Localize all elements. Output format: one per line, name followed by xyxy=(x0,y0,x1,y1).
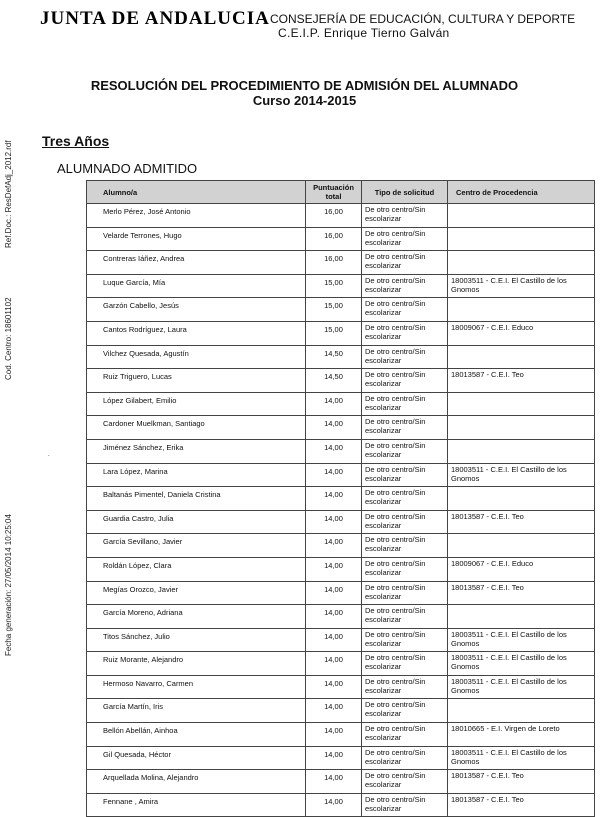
origin-center-cell xyxy=(448,439,595,463)
table-row xyxy=(87,723,595,747)
table-row xyxy=(87,298,595,322)
request-type-cell: De otro centro/Sin escolarizar xyxy=(362,416,448,440)
student-name-cell: Gil Quesada, Héctor xyxy=(87,746,306,770)
origin-center-cell: 18013587 - C.E.I. Teo xyxy=(448,793,595,817)
score-cell: 14,00 xyxy=(306,652,362,676)
score-cell: 14,00 xyxy=(306,534,362,558)
origin-center-cell: 18003511 - C.E.I. El Castillo de los Gnomos xyxy=(448,652,595,676)
request-type-cell: De otro centro/Sin escolarizar xyxy=(362,439,448,463)
sidebar-metadata xyxy=(4,120,20,760)
table-row xyxy=(87,487,595,511)
origin-center-cell: 18013587 - C.E.I. Teo xyxy=(448,581,595,605)
table-row xyxy=(87,675,595,699)
request-type-cell: De otro centro/Sin escolarizar xyxy=(362,746,448,770)
request-type-cell: De otro centro/Sin escolarizar xyxy=(362,204,448,228)
table-row xyxy=(87,321,595,345)
table-header-row xyxy=(87,181,595,204)
origin-center-cell: 18003511 - C.E.I. El Castillo de los Gnomos xyxy=(448,463,595,487)
score-cell: 14,00 xyxy=(306,746,362,770)
table-row xyxy=(87,204,595,228)
student-name-cell: Fennane , Amira xyxy=(87,793,306,817)
request-type-cell: De otro centro/Sin escolarizar xyxy=(362,369,448,393)
student-name-cell: Merlo Pérez, José Antonio xyxy=(87,204,306,228)
score-cell: 14,00 xyxy=(306,463,362,487)
student-name-cell: Guardia Castro, Julia xyxy=(87,510,306,534)
origin-center-cell: 18013587 - C.E.I. Teo xyxy=(448,770,595,794)
request-type-cell: De otro centro/Sin escolarizar xyxy=(362,699,448,723)
origin-center-cell xyxy=(448,534,595,558)
request-type-cell: De otro centro/Sin escolarizar xyxy=(362,534,448,558)
score-cell: 15,00 xyxy=(306,321,362,345)
request-type-cell: De otro centro/Sin escolarizar xyxy=(362,274,448,298)
score-cell: 14,50 xyxy=(306,369,362,393)
origin-center-cell: 18009067 - C.E.I. Educo xyxy=(448,557,595,581)
student-name-cell: Velarde Terrones, Hugo xyxy=(87,227,306,251)
header-tipo: Tipo de solicitud xyxy=(362,181,448,204)
origin-center-cell: 18003511 - C.E.I. El Castillo de los Gnomos xyxy=(448,274,595,298)
origin-center-cell: 18010665 - E.I. Virgen de Loreto xyxy=(448,723,595,747)
student-name-cell: Cantos Rodríguez, Laura xyxy=(87,321,306,345)
table-row xyxy=(87,345,595,369)
table-row xyxy=(87,369,595,393)
section-title: Tres Años xyxy=(42,133,110,149)
student-name-cell: Lara López, Marina xyxy=(87,463,306,487)
table-row xyxy=(87,581,595,605)
title-line1: RESOLUCIÓN DEL PROCEDIMIENTO DE ADMISIÓN DEL ALUMNADO xyxy=(90,78,519,93)
student-name-cell: López Gilabert, Emilio xyxy=(87,392,306,416)
student-name-cell: Arquellada Molina, Alejandro xyxy=(87,770,306,794)
request-type-cell: De otro centro/Sin escolarizar xyxy=(362,510,448,534)
origin-center-cell: 18013587 - C.E.I. Teo xyxy=(448,369,595,393)
consejeria-heading xyxy=(270,12,575,40)
student-name-cell: Contreras Iáñez, Andrea xyxy=(87,251,306,275)
student-name-cell: Luque García, Mía xyxy=(87,274,306,298)
score-cell: 14,00 xyxy=(306,793,362,817)
request-type-cell: De otro centro/Sin escolarizar xyxy=(362,628,448,652)
request-type-cell: De otro centro/Sin escolarizar xyxy=(362,487,448,511)
fecha-generacion-label: Fecha generación: 27/05/2014 10:25:04 xyxy=(4,514,13,656)
score-cell: 14,00 xyxy=(306,628,362,652)
score-cell: 14,00 xyxy=(306,557,362,581)
score-cell: 14,00 xyxy=(306,416,362,440)
table-row xyxy=(87,227,595,251)
score-cell: 14,00 xyxy=(306,439,362,463)
origin-center-cell xyxy=(448,605,595,629)
score-cell: 15,00 xyxy=(306,298,362,322)
score-cell: 14,00 xyxy=(306,605,362,629)
table-row xyxy=(87,699,595,723)
table-row xyxy=(87,251,595,275)
request-type-cell: De otro centro/Sin escolarizar xyxy=(362,227,448,251)
student-name-cell: Baltanás Pimentel, Daniela Cristina xyxy=(87,487,306,511)
table-row xyxy=(87,392,595,416)
score-cell: 14,00 xyxy=(306,723,362,747)
table-row xyxy=(87,770,595,794)
score-cell: 14,00 xyxy=(306,675,362,699)
score-cell: 16,00 xyxy=(306,251,362,275)
header-alumno: Alumno/a xyxy=(87,181,306,204)
score-cell: 14,00 xyxy=(306,699,362,723)
student-name-cell: García Moreno, Adriana xyxy=(87,605,306,629)
origin-center-cell xyxy=(448,251,595,275)
request-type-cell: De otro centro/Sin escolarizar xyxy=(362,652,448,676)
student-name-cell: García Martín, Iris xyxy=(87,699,306,723)
origin-center-cell xyxy=(448,487,595,511)
student-name-cell: Vilchez Quesada, Agustín xyxy=(87,345,306,369)
origin-center-cell xyxy=(448,345,595,369)
header-puntuacion: Puntuación total xyxy=(306,181,362,204)
student-name-cell: Ruiz Morante, Alejandro xyxy=(87,652,306,676)
score-cell: 14,00 xyxy=(306,487,362,511)
table-row xyxy=(87,628,595,652)
document-title xyxy=(0,78,609,108)
table-body xyxy=(87,204,595,817)
score-cell: 16,00 xyxy=(306,227,362,251)
student-name-cell: Titos Sánchez, Julio xyxy=(87,628,306,652)
request-type-cell: De otro centro/Sin escolarizar xyxy=(362,605,448,629)
score-cell: 14,00 xyxy=(306,581,362,605)
student-name-cell: Bellón Abellán, Ainhoa xyxy=(87,723,306,747)
table-row xyxy=(87,534,595,558)
request-type-cell: De otro centro/Sin escolarizar xyxy=(362,321,448,345)
student-name-cell: Hermoso Navarro, Carmen xyxy=(87,675,306,699)
origin-center-cell xyxy=(448,227,595,251)
origin-center-cell xyxy=(448,204,595,228)
origin-center-cell: 18009067 - C.E.I. Educo xyxy=(448,321,595,345)
table-row xyxy=(87,746,595,770)
score-cell: 14,50 xyxy=(306,345,362,369)
student-name-cell: Garzón Cabello, Jesús xyxy=(87,298,306,322)
origin-center-cell xyxy=(448,392,595,416)
origin-center-cell: 18003511 - C.E.I. El Castillo de los Gnomos xyxy=(448,746,595,770)
ref-doc-label: Ref.Doc.: ResDefAdj_2012.rdf xyxy=(4,140,13,248)
score-cell: 14,00 xyxy=(306,392,362,416)
request-type-cell: De otro centro/Sin escolarizar xyxy=(362,793,448,817)
student-name-cell: Megías Orozco, Javier xyxy=(87,581,306,605)
table-row xyxy=(87,439,595,463)
score-cell: 14,00 xyxy=(306,770,362,794)
admitted-students-table xyxy=(86,180,595,817)
stray-dot: . xyxy=(48,452,50,458)
title-line2: Curso 2014-2015 xyxy=(252,93,357,108)
table-row xyxy=(87,652,595,676)
origin-center-cell: 18003511 - C.E.I. El Castillo de los Gnomos xyxy=(448,628,595,652)
junta-logo: JUNTA DE ANDALUCIA xyxy=(40,8,270,29)
origin-center-cell: 18003511 - C.E.I. El Castillo de los Gnomos xyxy=(448,675,595,699)
request-type-cell: De otro centro/Sin escolarizar xyxy=(362,345,448,369)
origin-center-cell: 18013587 - C.E.I. Teo xyxy=(448,510,595,534)
origin-center-cell xyxy=(448,416,595,440)
request-type-cell: De otro centro/Sin escolarizar xyxy=(362,557,448,581)
student-name-cell: García Sevillano, Javier xyxy=(87,534,306,558)
request-type-cell: De otro centro/Sin escolarizar xyxy=(362,392,448,416)
request-type-cell: De otro centro/Sin escolarizar xyxy=(362,251,448,275)
table-row xyxy=(87,793,595,817)
request-type-cell: De otro centro/Sin escolarizar xyxy=(362,770,448,794)
student-name-cell: Roldán López, Clara xyxy=(87,557,306,581)
student-name-cell: Ruiz Triguero, Lucas xyxy=(87,369,306,393)
table-row xyxy=(87,605,595,629)
student-name-cell: Cardoner Muelkman, Santiago xyxy=(87,416,306,440)
table-row xyxy=(87,463,595,487)
header-centro: Centro de Procedencia xyxy=(448,181,595,204)
request-type-cell: De otro centro/Sin escolarizar xyxy=(362,298,448,322)
table-row xyxy=(87,510,595,534)
request-type-cell: De otro centro/Sin escolarizar xyxy=(362,723,448,747)
school-name: C.E.I.P. Enrique Tierno Galván xyxy=(278,26,450,40)
subsection-title: ALUMNADO ADMITIDO xyxy=(57,161,198,176)
score-cell: 15,00 xyxy=(306,274,362,298)
origin-center-cell xyxy=(448,699,595,723)
consejeria-line1: CONSEJERÍA DE EDUCACIÓN, CULTURA Y DEPORTE xyxy=(270,12,576,26)
score-cell: 16,00 xyxy=(306,204,362,228)
score-cell: 14,00 xyxy=(306,510,362,534)
request-type-cell: De otro centro/Sin escolarizar xyxy=(362,463,448,487)
origin-center-cell xyxy=(448,298,595,322)
table-row xyxy=(87,557,595,581)
student-name-cell: Jiménez Sánchez, Erika xyxy=(87,439,306,463)
table-row xyxy=(87,274,595,298)
cod-centro-label: Cod. Centro: 18601102 xyxy=(4,297,13,380)
request-type-cell: De otro centro/Sin escolarizar xyxy=(362,581,448,605)
table-row xyxy=(87,416,595,440)
request-type-cell: De otro centro/Sin escolarizar xyxy=(362,675,448,699)
